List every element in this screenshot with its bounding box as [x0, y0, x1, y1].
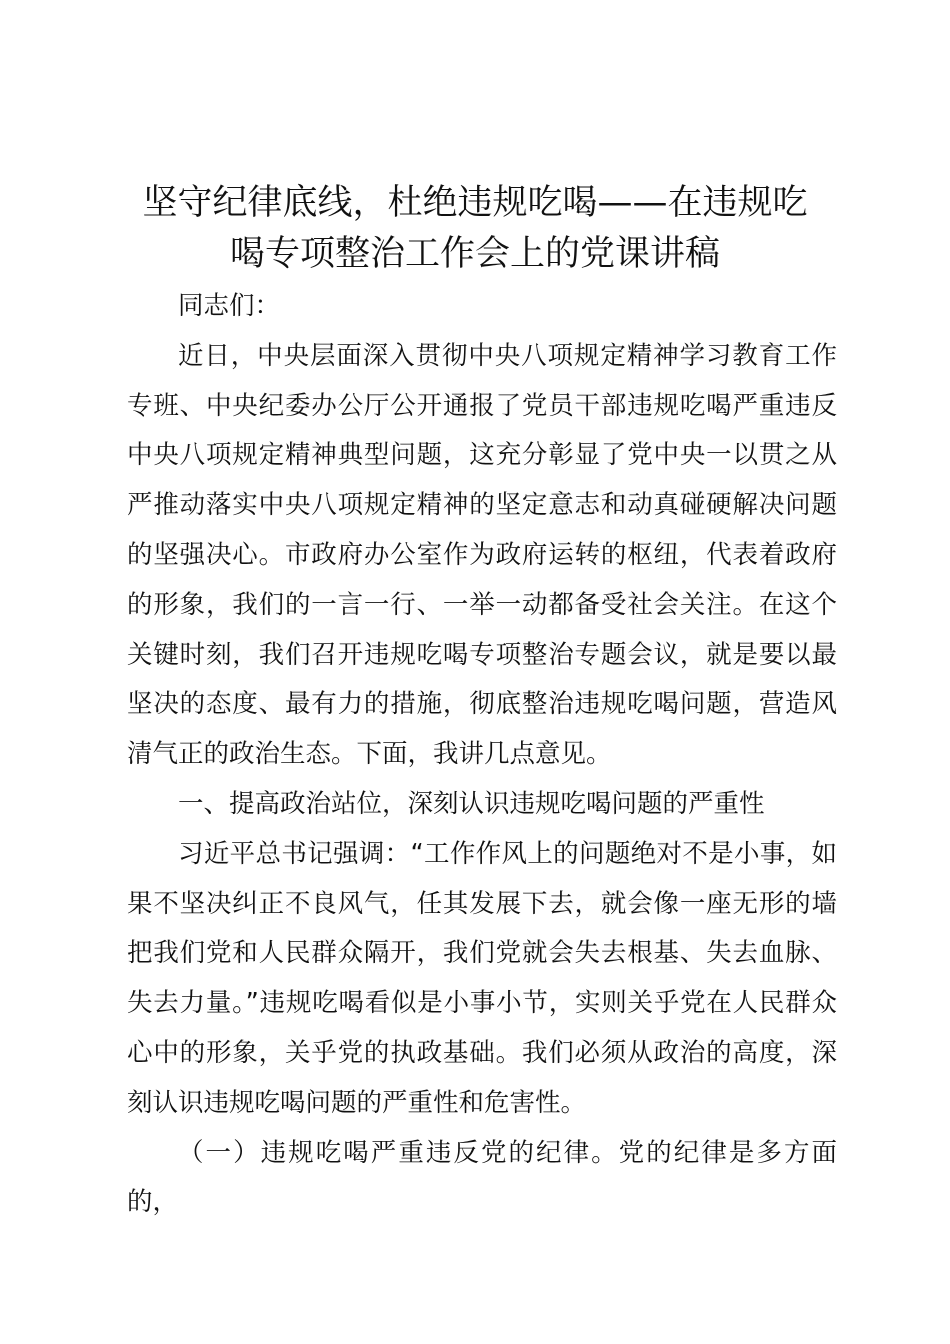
- document-title: [100, 178, 850, 280]
- subsection-heading-1: （一）违规吃喝严重违反党的纪律。党的纪律是多方面的，: [127, 1137, 837, 1218]
- paragraph-quote: 习近平总书记强调：“工作作风上的问题绝对不是小事，如果不坚决纠正不良风气，任其发展下去，就会像一座无形的墙把我们党和人民群众隔开，我们党就会失去根基、失去血脉、失去力量。”违规吃喝看似是小事小节，实则关乎党在人民群众心中的形象，关乎党的执政基础。我们必须从政治的高度，深刻认识违规吃喝问题的严重性和危害性。: [127, 838, 837, 1118]
- salutation: 同志们：: [178, 291, 281, 321]
- paragraph-intro: 近日，中央层面深入贯彻中央八项规定精神学习教育工作专班、中央纪委办公厅公开通报了党员干部违规吃喝严重违反中央八项规定精神典型问题，这充分彰显了党中央一以贯之从严推动落实中央八项规定精神的坚定意志和动真碰硬解决问题的坚强决心。市政府办公室作为政府运转的枢纽，代表着政府的形象，我们的一言一行、一举一动都备受社会关注。在这个关键时刻，我们召开违规吃喝专项整治专题会议，就是要以最坚决的态度、最有力的措施，彻底整治违规吃喝问题，营造风清气正的政治生态。下面，我讲几点意见。: [127, 340, 837, 770]
- document-body: [127, 282, 837, 1228]
- title-line-2: 喝专项整治工作会上的党课讲稿: [229, 234, 720, 274]
- title-line-1: 坚守纪律底线，杜绝违规吃喝——在违规吃: [142, 183, 808, 223]
- section-heading-1: 一、提高政治站位，深刻认识违规吃喝问题的严重性: [178, 788, 765, 819]
